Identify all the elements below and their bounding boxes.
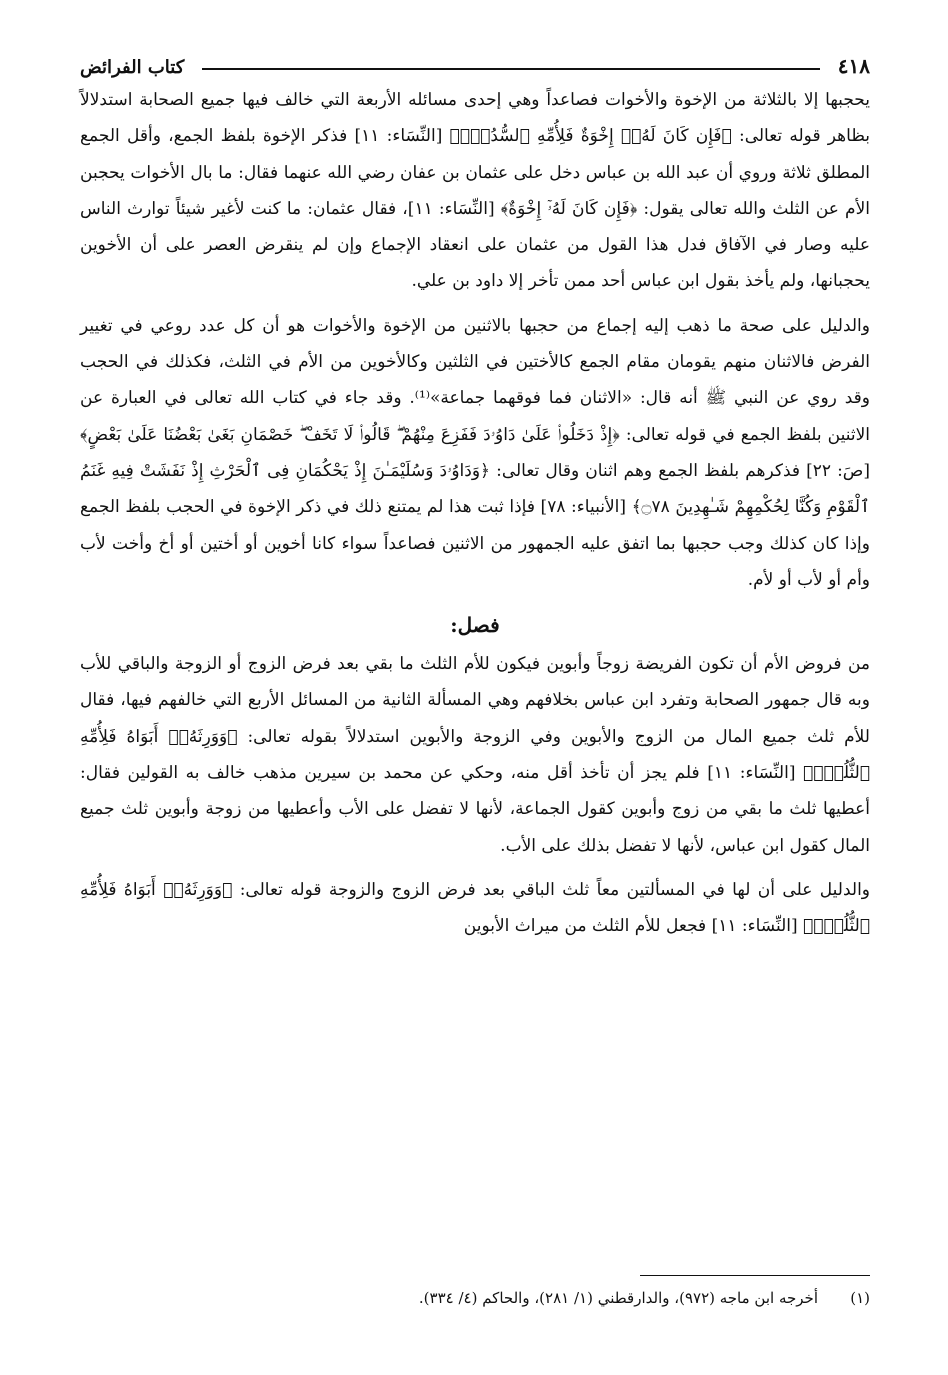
footnote-number: (١): [850, 1289, 870, 1307]
section-paragraph-1: من فروض الأم أن تكون الفريضة زوجاً وأبوين فيكون للأم الثلث ما بقي بعد فرض الزوج أو الزوجة والباقي للأب وبه قال جمهور الصحابة وتفرد ابن عباس بخلافهم وهي المسألة الثانية من المسائل الأربع التي خالفهم فيها، فقال للأم ثلث جميع المال من الزوج والأبوين وفي الزوجة والأبوين استدلالاً بقوله تعالى: ﴿وَوَرِثَهُۥٓ أَبَوَاهُ فَلِأُمِّهِ ٱلثُّلُثُۚ﴾ [النِّسَاء: ١١] فلم يجز أن تأخذ أقل منه، وحكي عن محمد بن سيرين مذهب خالف به القولين فقال: أعطيها ثلث ما بقي من زوج وأبوين كقول الجماعة، لأنها لا تفضل على الأب وأعطيها من زوجة وأبوين ثلث جميع المال كقول ابن عباس، لأنها لا تفضل بذلك على الأب.: [80, 654, 870, 856]
book-title: كتاب الفرائض: [80, 57, 185, 78]
footnotes: [80, 1275, 870, 1310]
footnote-text: أخرجه ابن ماجه (٩٧٢)، والدارقطني (١/ ٢٨١)، والحاكم (٤/ ٣٣٤).: [418, 1289, 818, 1307]
header-rule: [202, 68, 819, 70]
paragraph-1: يحجبها إلا بالثلاثة من الإخوة والأخوات فصاعداً وهي إحدى مسائله الأربعة التي خالف فيها جميع الصحابة استدلالاً بظاهر قوله تعالى: ﴿فَإِن كَانَ لَهُۥٓ إِخْوَةٌ فَلِأُمِّهِ ٱلسُّدُسُۚ﴾ [النِّسَاء: ١١] فذكر الإخوة بلفظ الجمع، وأقل الجمع المطلق ثلاثة وروي أن عبد الله بن عباس دخل على عثمان بن عفان رضي الله عنهما فقال: ما بال الأخوات يحجبن الأم عن الثلث والله تعالى يقول: ﴿فَإِن كَانَ لَهُۥٓ إِخْوَةٌ﴾ [النِّسَاء: ١١]، فقال عثمان: ما كنت لأغير شيئاً توارث الناس عليه وصار في الآفاق فدل هذا القول من عثمان على انعقاد الإجماع وإن لم ينقرض العصر على أن الأخوين يحجبانها، ولم يأخذ بقول ابن عباس أحد ممن تأخر إلا داود بن علي.: [80, 90, 871, 292]
page-number: ٤١٨: [837, 54, 870, 78]
page-header: [80, 38, 870, 78]
footnote-rule: [640, 1275, 870, 1276]
book-page: [80, 38, 870, 945]
section-title: فصل:: [450, 613, 500, 638]
paragraph-2: والدليل على صحة ما ذهب إليه إجماع من حجبها بالاثنين من الإخوة والأخوات هو أن كل عدد روعي في تغيير الفرض فالاثنان منهم يقومان مقام الجمع كالأختين في الثلثين وكالأخوين من الأم في الثلث، فكذلك في الحجب وقد روي عن النبي ﷺ أنه قال: «الاثنان فما فوقهما جماعة»⁽¹⁾. وقد جاء في كتاب الله تعالى في العبارة عن الاثنين بلفظ الجمع في قوله تعالى: ﴿إِذْ دَخَلُوا۟ عَلَىٰ دَاوُۥدَ فَفَزِعَ مِنْهُمْ ۖ قَالُوا۟ لَا تَخَفْ ۖ خَصْمَانِ بَغَىٰ بَعْضُنَا عَلَىٰ بَعْضٍ﴾ [صَ: ٢٢] فذكرهم بلفظ الجمع وهم اثنان وقال تعالى: ﴿وَدَاوُۥدَ وَسُلَيْمَـٰنَ إِذْ يَحْكُمَانِ فِى ٱلْحَرْثِ إِذْ نَفَشَتْ فِيهِ غَنَمُ ٱلْقَوْمِ وَكُنَّا لِحُكْمِهِمْ شَـٰهِدِينَ ۝٧٨﴾ [الأنبياء: ٧٨] فإذا ثبت هذا لم يمتنع ذلك في ذكر الإخوة في الحجب بلفظ الجمع وإذا كان كذلك وجب حجبها بما اتفق عليه الجمهور من الاثنين فصاعداً سواء كانا أخوين أو أختين أو أخ وأخت لأب وأم أو لأب أو لأم.: [80, 315, 871, 590]
footnote-1: [80, 1286, 870, 1310]
section-paragraph-2: والدليل على أن لها في المسألتين معاً ثلث الباقي بعد فرض الزوج والزوجة قوله تعالى: ﴿وَوَرِثَهُۥٓ أَبَوَاهُ فَلِأُمِّهِ ٱلثُّلُثُۚ﴾ [النِّسَاء: ١١] فجعل للأم الثلث من ميراث الأبوين: [80, 879, 870, 937]
body-text: [80, 82, 870, 945]
